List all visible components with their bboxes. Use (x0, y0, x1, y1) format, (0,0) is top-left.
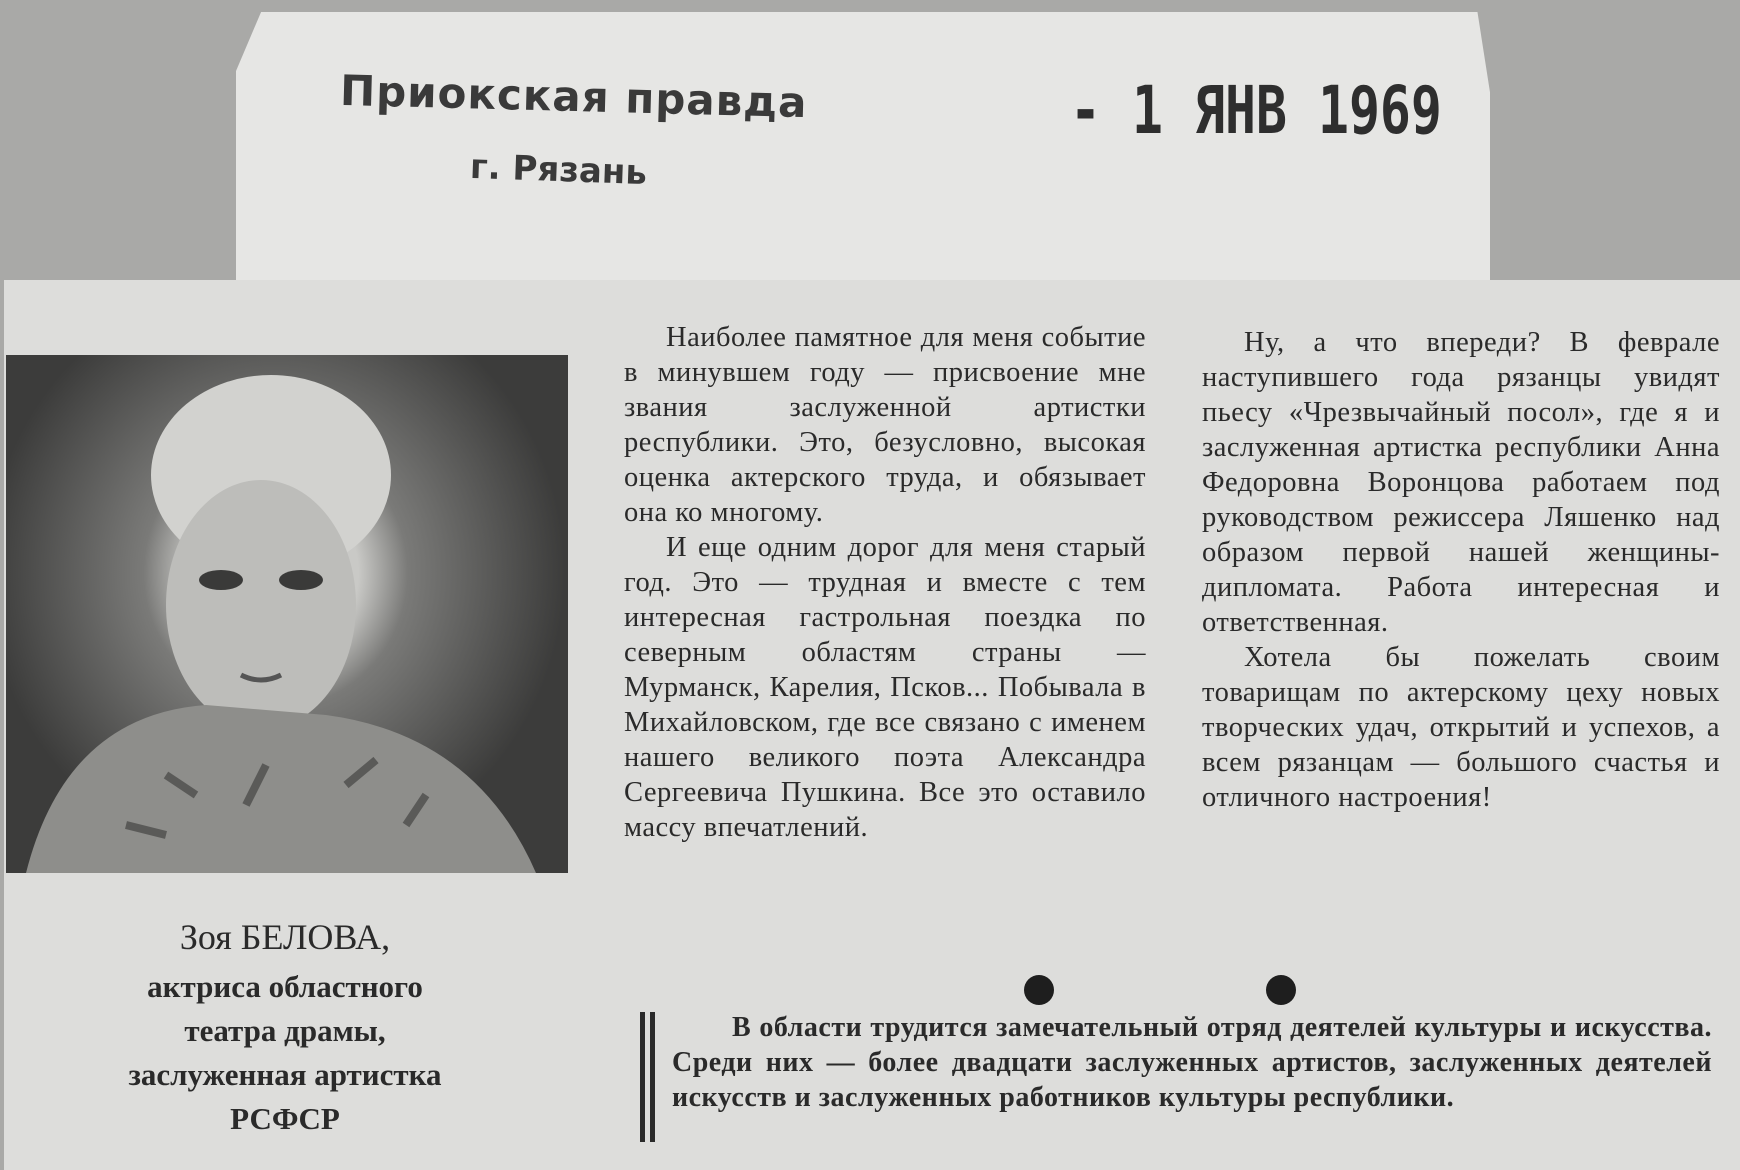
person-name: Зоя БЕЛОВА, (179, 917, 391, 957)
caption-line: актриса областного (147, 969, 423, 1004)
paragraph: Хотела бы пожелать своим товарищам по актерскому цеху новых творческих удач, открытий и успехов, а всем рязанцам — большого счастья и отличного настроения! (1202, 642, 1720, 813)
date-stamp: - 1 ЯНВ 1969 (1070, 72, 1442, 149)
separator-dot (1266, 975, 1296, 1005)
paragraph: И еще одним дорог для меня старый год. Это — трудная и вместе с тем интересная гастрольная поездка по северным областям страны — Мурманск, Карелия, Псков... Побывала в Михайловском, где все связано с именем нашего великого поэта Александра Сергеевича Пушкина. Все это оставило массу впечатлений. (624, 532, 1146, 843)
footer-note: В области трудится замечательный отряд деятелей культуры и искусства. Среди них — более двадцати заслуженных артистов, заслуженных деятелей искусств и заслуженных работников культуры республики. (672, 1012, 1712, 1113)
caption-line: заслуженная артистка (128, 1057, 442, 1092)
portrait-photo-icon (6, 355, 568, 873)
article-column-2 (1202, 325, 1720, 815)
photo-caption (60, 915, 510, 1141)
separator-dot (1024, 975, 1054, 1005)
caption-line: театра драмы, (184, 1013, 386, 1048)
city-stamp: г. Рязань (469, 146, 648, 194)
article-column-1 (624, 320, 1146, 845)
vertical-rule (650, 1012, 655, 1142)
vertical-rule (640, 1012, 645, 1142)
caption-line: РСФСР (230, 1101, 340, 1136)
portrait-photo (6, 355, 568, 873)
paragraph: Ну, а что впереди? В феврале наступившего года рязанцы увидят пьесу «Чрезвычайный посол», где я и заслуженная артистка республики Анна Федоровна Воронцова работаем под руководством режиссера Ляшенко над образом первой нашей женщины-дипломата. Работа интересная и ответственная. (1202, 327, 1720, 638)
paragraph: Наиболее памятное для меня событие в минувшем году — присвоение мне звания заслуженной артистки республики. Это, безусловно, высокая оценка актерского труда, и обязывает она ко многому. (624, 322, 1146, 528)
newspaper-stamp: Приокская правда (339, 65, 809, 128)
